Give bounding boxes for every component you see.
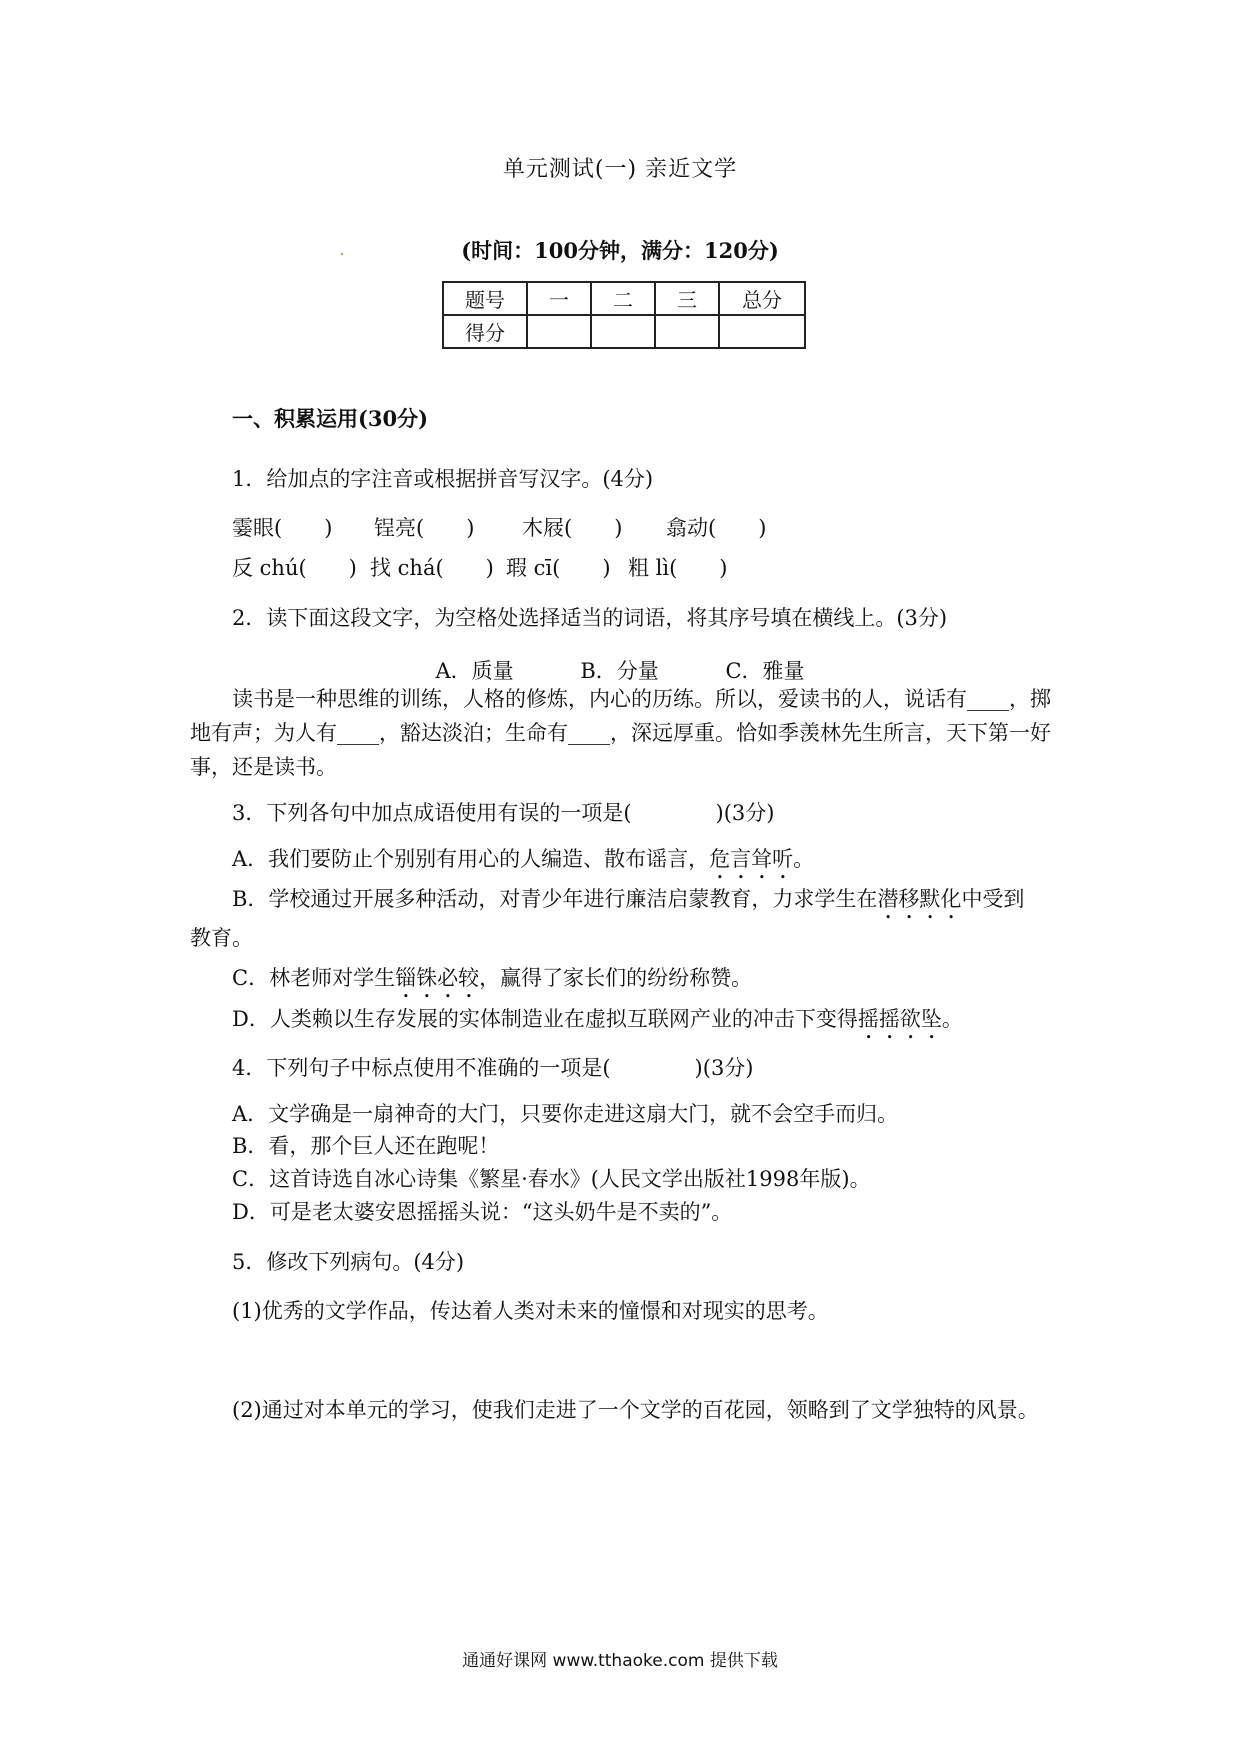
q4-option-c: C．这首诗选自冰心诗集《繁星·春水》(人民文学出版社1998年版)。	[232, 1167, 871, 1191]
score-table	[442, 281, 806, 349]
question-5-stem: 5．修改下列病句。(4分)	[232, 1250, 465, 1274]
q3-option-text: D．人类赖以生存发展的实体制造业在虚拟互联网产业的冲击下变得	[232, 1007, 858, 1031]
q3-option-text: ，赢得了家长们的纷纷称赞。	[479, 966, 753, 990]
score-cell: 二	[591, 282, 655, 315]
q4-option-a: A．文学确是一扇神奇的大门，只要你走进这扇大门，就不会空手而归。	[232, 1102, 899, 1126]
score-cell: 三	[655, 282, 719, 315]
dotted-idiom: 摇摇欲坠	[857, 1007, 942, 1031]
score-cell: 一	[527, 282, 591, 315]
q4-option-b: B．看，那个巨人还在跑呢！	[232, 1134, 500, 1158]
q1-item: 木屐( )	[522, 516, 623, 540]
q1-item: 霎眼( )	[232, 516, 333, 540]
score-entry-cell[interactable]	[655, 315, 719, 348]
q1-item: 粗 lì( )	[628, 556, 728, 580]
q5-sentence-2: (2)通过对本单元的学习，使我们走进了一个文学的百花园，领略到了文学独特的风景。	[232, 1398, 1039, 1422]
q1-item: 锃亮( )	[374, 516, 475, 540]
q1-item: 找 chá( )	[370, 556, 494, 580]
q3-option-text: 。	[941, 1007, 963, 1031]
q3-option-b-continued: 教育。	[190, 926, 253, 950]
dotted-idiom: 潜移默化	[877, 887, 962, 911]
q2-choices	[0, 655, 1240, 685]
q3-option-text: 中受到	[961, 887, 1025, 911]
q3-option-a	[232, 843, 814, 884]
q3-option-d	[232, 1003, 963, 1044]
q5-sentence-1: (1)优秀的文学作品，传达着人类对未来的憧憬和对现实的思考。	[232, 1299, 829, 1323]
q2-choice: B．分量	[580, 659, 659, 683]
q2-choice: C．雅量	[725, 659, 805, 683]
q3-option-b	[232, 883, 1024, 924]
score-table-header-row	[443, 282, 805, 315]
score-entry-cell[interactable]	[719, 315, 805, 348]
q4-option-d: D．可是老太婆安恩摇摇头说：“这头奶牛是不卖的”。	[232, 1200, 733, 1224]
question-4-stem: 4．下列句子中标点使用不准确的一项是( )(3分)	[232, 1056, 754, 1080]
q3-option-text: 。	[793, 847, 815, 871]
page-footer: 通通好课网 www.tthaoke.com 提供下载	[462, 1651, 778, 1671]
score-table-score-row	[443, 315, 805, 348]
question-2-stem: 2．读下面这段文字，为空格处选择适当的词语，将其序号填在横线上。(3分)	[232, 606, 948, 630]
q3-option-text: C．林老师对学生	[232, 966, 396, 990]
exam-info: (时间：100分钟，满分：120分)	[461, 238, 779, 263]
q1-item: 反 chú( )	[232, 556, 357, 580]
score-cell: 总分	[719, 282, 805, 315]
dotted-idiom: 危言耸听	[709, 847, 794, 871]
page-title: 单元测试(一) 亲近文学	[502, 157, 738, 182]
q2-passage: 读书是一种思维的训练，人格的修炼，内心的历练。所以，爱读书的人，说话有____，掷地有声；为人有____，豁达淡泊；生命有____，深远厚重。恰如季羡林先生所言，天下第一好事，还是读书。	[190, 687, 1051, 779]
question-1-stem: 1．给加点的字注音或根据拼音写汉字。(4分)	[232, 467, 654, 491]
q3-option-text: A．我们要防止个别别有用心的人编造、散布谣言，	[232, 847, 710, 871]
score-entry-cell[interactable]	[527, 315, 591, 348]
q1-item: 瑕 cī( )	[506, 556, 611, 580]
section-heading: 一、积累运用(30分)	[232, 406, 429, 431]
score-cell: 题号	[443, 282, 527, 315]
question-3-stem: 3．下列各句中加点成语使用有误的一项是( )(3分)	[232, 801, 775, 825]
q1-item: 翕动( )	[666, 516, 767, 540]
q2-choice: A．质量	[435, 659, 514, 683]
score-entry-cell[interactable]	[591, 315, 655, 348]
score-cell: 得分	[443, 315, 527, 348]
dotted-idiom: 锱铢必较	[395, 966, 480, 990]
q3-option-text: B．学校通过开展多种活动，对青少年进行廉洁启蒙教育，力求学生在	[232, 887, 878, 911]
q3-option-c	[232, 962, 752, 1003]
